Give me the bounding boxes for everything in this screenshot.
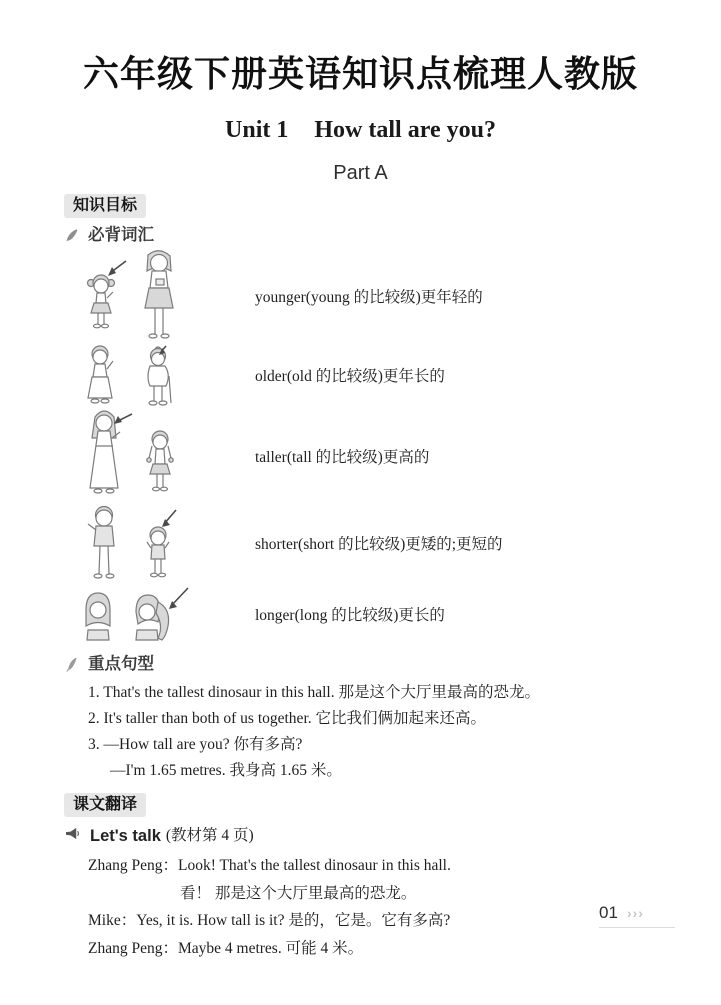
sentence-item: —I'm 1.65 metres. 我身高 1.65 米。 — [110, 762, 342, 779]
lets-talk-page-ref: (教材第 4 页) — [165, 827, 254, 844]
vocab-text-longer: longer(long 的比较级)更长的 — [255, 607, 445, 624]
dialog-speaker: Mike： — [88, 912, 137, 929]
key-sentences-list — [88, 680, 721, 784]
illustration-taller — [70, 408, 255, 505]
sentence-item: 2. It's taller than both of us together. 它比我们俩加起来还高。 — [88, 710, 486, 727]
page-number: 01 — [599, 903, 618, 922]
illustration-younger — [70, 250, 255, 342]
vocab-text-taller: taller(tall 的比较级)更高的 — [255, 449, 430, 466]
sentence-item: 1. That's the tallest dinosaur in this hall. 那是这个大厅里最高的恐龙。 — [88, 684, 540, 701]
vocab-text-older: older(old 的比较级)更年长的 — [255, 368, 445, 385]
dialog-line — [88, 852, 721, 880]
vocab-heading-label: 必背词汇 — [88, 226, 154, 244]
vocab-list — [0, 249, 721, 647]
text-translation-badge: 课文翻译 — [64, 793, 146, 817]
dialog-speaker: Zhang Peng： — [88, 939, 178, 957]
pen-icon — [64, 228, 79, 243]
vocab-item — [70, 505, 721, 581]
dialog-line — [88, 935, 721, 963]
knowledge-goals-badge: 知识目标 — [64, 194, 146, 218]
page-title: 六年级下册英语知识点梳理人教版 — [82, 53, 638, 94]
dialog-text: Look! That's the tallest dinosaur in this hall. — [177, 857, 451, 874]
chevrons-icon: ››› — [626, 905, 644, 921]
vocab-heading — [64, 225, 721, 245]
unit-name: How tall are you? — [314, 117, 496, 143]
dialog-text: Yes, it is. How tall is it? 是的，它是。它有多高? — [136, 912, 451, 929]
key-sentences-label: 重点句型 — [88, 655, 154, 673]
sentence-item: 3. —How tall are you? 你有多高? — [88, 736, 303, 753]
lets-talk-heading — [64, 825, 721, 847]
vocab-item — [70, 249, 721, 343]
lets-talk-label: Let's talk — [90, 827, 161, 845]
vocab-item — [70, 407, 721, 505]
dialog-text: Maybe 4 metres. 可能 4 米。 — [177, 939, 364, 957]
part-title: Part A — [333, 162, 388, 184]
dialog-text: 看！ 那是这个大厅里最高的恐龙。 — [180, 884, 417, 902]
illustration-longer — [70, 582, 255, 646]
vocab-item — [70, 581, 721, 647]
unit-label: Unit 1 — [225, 117, 289, 143]
dialog-speaker: Zhang Peng： — [88, 857, 178, 874]
page-footer — [599, 903, 675, 928]
megaphone-icon — [64, 825, 81, 847]
illustration-shorter — [70, 504, 255, 582]
vocab-text-shorter: shorter(short 的比较级)更矮的;更短的 — [255, 536, 503, 553]
key-sentences-heading — [64, 654, 721, 674]
quill-icon — [64, 657, 79, 672]
vocab-item — [70, 343, 721, 407]
unit-title — [0, 116, 721, 144]
illustration-older — [70, 343, 255, 407]
vocab-text-younger: younger(young 的比较级)更年轻的 — [255, 289, 483, 306]
